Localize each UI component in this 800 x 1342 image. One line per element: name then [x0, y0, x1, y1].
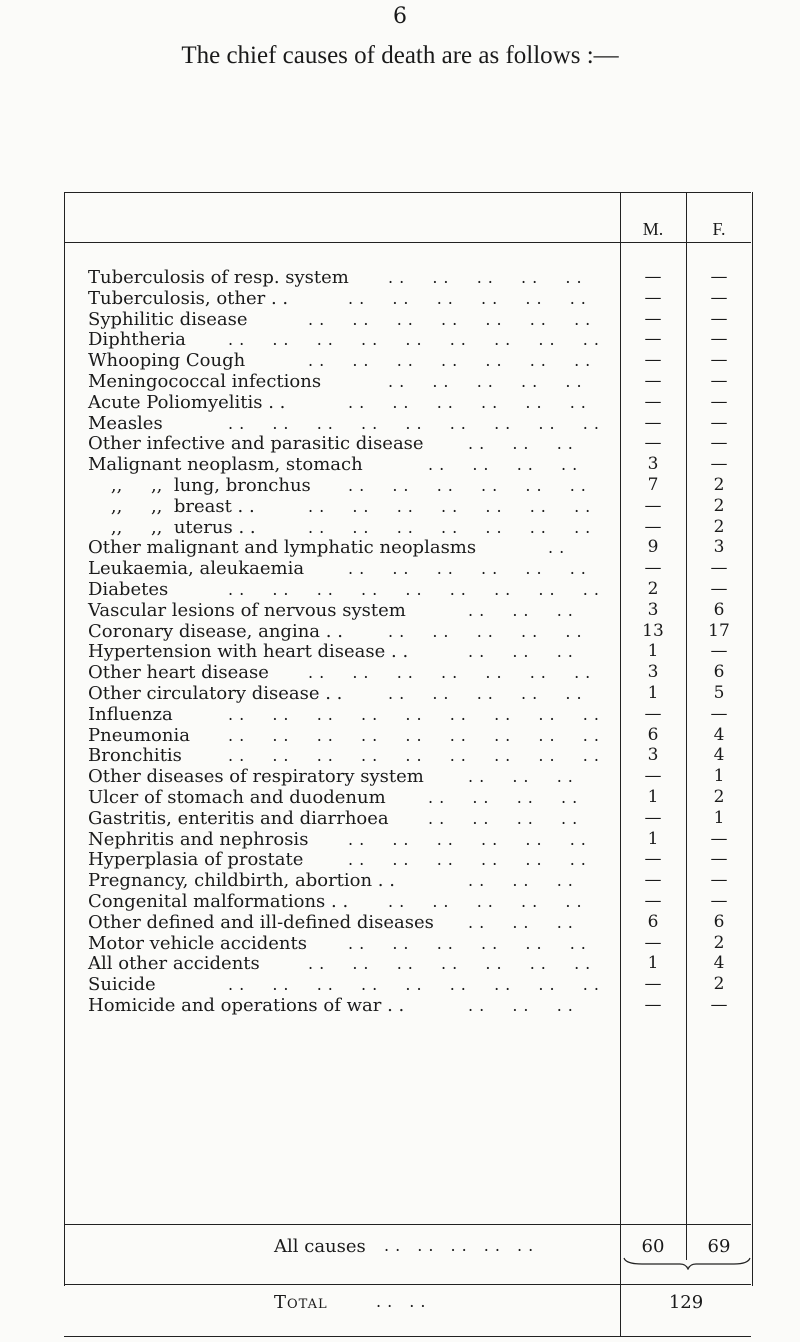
female-count: —: [710, 703, 728, 724]
male-count: 3: [647, 599, 659, 620]
cause-label: Influenza: [88, 703, 173, 725]
female-count: —: [710, 870, 728, 891]
dot-leader: .. .. .. .. .. .. ..: [308, 954, 619, 974]
female-count: 1: [713, 766, 725, 787]
table-row: [88, 454, 748, 475]
dot-leader: .. .. .. .. ..: [388, 268, 610, 287]
table-row: [88, 891, 748, 912]
male-count: —: [644, 329, 662, 350]
table-row: [88, 579, 748, 600]
male-count: —: [644, 287, 662, 308]
male-count: 6: [647, 724, 659, 745]
cause-label: Nephritis and nephrosis: [88, 828, 309, 850]
male-count: —: [644, 558, 662, 579]
cause-label: Congenital malformations . .: [88, 891, 349, 912]
table-row: [88, 953, 748, 974]
male-count: —: [644, 391, 662, 412]
dot-leader: .. .. .. .. .. .. ..: [308, 309, 619, 329]
female-count: 5: [713, 683, 725, 703]
page-number: 6: [393, 4, 407, 29]
female-count: —: [710, 412, 728, 433]
female-count: 17: [708, 620, 730, 641]
dot-leader: .. .. .. .. ..: [388, 892, 610, 911]
female-count: —: [710, 433, 728, 454]
dot-leader: .. .. ..: [468, 996, 602, 1015]
male-count: —: [644, 371, 662, 391]
total-label: Total: [274, 1292, 328, 1313]
table-row: [88, 309, 748, 330]
table-row: [88, 392, 748, 413]
table-row: [88, 496, 748, 517]
dot-leader: .. .. .. ..: [428, 788, 606, 807]
female-count: 6: [713, 911, 725, 932]
table-row: [88, 641, 748, 662]
female-count: 6: [713, 599, 725, 620]
table-row: [88, 704, 748, 725]
sum-brace: [622, 1256, 752, 1270]
female-count: —: [710, 391, 728, 412]
female-count: 4: [713, 724, 725, 745]
female-count: 2: [713, 495, 725, 516]
male-count: —: [644, 703, 662, 724]
dot-leader: .. .. .. .. .. .. .. .. ..: [228, 580, 628, 599]
male-count: —: [644, 516, 662, 537]
cause-label: Suicide: [88, 974, 156, 996]
male-count: —: [644, 412, 662, 433]
male-count: 9: [647, 537, 659, 558]
female-count: 4: [713, 745, 725, 766]
male-count: —: [644, 308, 662, 329]
male-count: 7: [647, 475, 659, 495]
cause-label: Malignant neoplasm, stomach: [88, 454, 363, 476]
dot-leader: .. .. .. .. .. .. .. .. ..: [228, 330, 628, 350]
dot-leader: .. .. ..: [468, 434, 602, 454]
table-row: [88, 870, 748, 891]
table-row: [88, 433, 748, 454]
cause-label: ,, ,, breast . .: [88, 495, 255, 517]
dot-leader: .. .. .. .. .. ..: [348, 392, 615, 412]
table-row: [88, 745, 748, 766]
male-count: 1: [647, 683, 659, 703]
table-row: [88, 475, 748, 496]
male-count: —: [644, 807, 662, 828]
male-count: —: [644, 849, 662, 870]
male-count: 1: [647, 787, 659, 807]
female-count: —: [710, 558, 728, 579]
cause-label: Tuberculosis of resp. system: [88, 267, 349, 288]
female-count: —: [710, 308, 728, 329]
dot-leader: .. .. .. .. .. ..: [348, 288, 615, 308]
dot-leader: .. .. .. .. .. .. ..: [308, 496, 619, 516]
table-row: [88, 787, 748, 808]
female-count: 2: [713, 932, 725, 953]
dot-leader: .. .. ..: [468, 600, 602, 620]
cause-label: Meningococcal infections: [88, 371, 322, 392]
male-count: —: [644, 995, 662, 1015]
cause-label: Motor vehicle accidents: [88, 932, 307, 954]
table-top-rule: [64, 192, 751, 193]
male-count: 1: [647, 641, 659, 662]
male-count: 13: [642, 620, 664, 641]
male-count: —: [644, 433, 662, 454]
cause-label: ,, ,, uterus . .: [88, 516, 256, 538]
cause-label: Syphilitic disease: [88, 308, 248, 330]
male-count: 3: [647, 662, 659, 683]
dot-leader: .. .. .. .. ..: [388, 621, 610, 641]
cause-label: Coronary disease, angina . .: [88, 620, 343, 642]
dot-leader: .. .. .. .. .. .. .. .. ..: [228, 725, 628, 745]
table-row: [88, 517, 748, 538]
table-row: [88, 725, 748, 746]
male-count: —: [644, 974, 662, 995]
dot-leader: .. .. .. .. .. ..: [348, 933, 615, 953]
table-row: [88, 350, 748, 371]
table-row: [88, 829, 748, 850]
male-count: 3: [647, 745, 659, 766]
table-row: [88, 995, 748, 1016]
female-count: —: [710, 828, 728, 849]
table-row: [88, 933, 748, 954]
table-row: [88, 600, 748, 621]
female-count: —: [710, 287, 728, 308]
cause-label: Other infective and parasitic disease: [88, 433, 424, 455]
female-count: 2: [713, 516, 725, 537]
cause-label: Acute Poliomyelitis . .: [88, 391, 286, 413]
cause-label: Other heart disease: [88, 662, 269, 684]
male-count: 3: [647, 454, 659, 475]
cause-label: ,, ,, lung, bronchus: [88, 475, 311, 496]
table-row: [88, 974, 748, 995]
table-row: [88, 766, 748, 787]
cause-label: Pneumonia: [88, 724, 190, 746]
cause-label: Ulcer of stomach and duodenum: [88, 787, 386, 808]
female-count: 3: [713, 537, 725, 558]
female-count: —: [710, 371, 728, 391]
cause-label: Whooping Cough: [88, 350, 246, 372]
female-count: —: [710, 350, 728, 371]
table-row: [88, 371, 748, 392]
table-row: [88, 662, 748, 683]
female-count: —: [710, 329, 728, 350]
dot-leader: .. .. .. .. .. .. .. .. ..: [228, 413, 628, 433]
table-row: [88, 912, 748, 933]
cause-label: Other malignant and lymphatic neoplasms: [88, 537, 477, 559]
table-row: [88, 621, 748, 642]
cause-label: Leukaemia, aleukaemia: [88, 558, 305, 580]
female-count: —: [710, 995, 728, 1015]
female-count: 2: [713, 787, 725, 807]
column-header-male: M.: [642, 219, 664, 239]
dot-leader: .. .. .. .. .. ..: [348, 476, 615, 495]
female-count: —: [710, 579, 728, 599]
male-count: 1: [647, 953, 659, 974]
cause-label: Diabetes: [88, 579, 169, 600]
female-count: —: [710, 267, 728, 287]
table-row: [88, 558, 748, 579]
all-causes-female: 69: [707, 1236, 731, 1257]
cause-label: Bronchitis: [88, 745, 182, 767]
cause-label: Tuberculosis, other . .: [88, 287, 289, 309]
female-count: —: [710, 454, 728, 475]
cause-label: Hypertension with heart disease . .: [88, 641, 409, 663]
dot-leader: .. .. .. .. .. .. ..: [308, 517, 619, 537]
female-count: —: [710, 849, 728, 870]
male-count: —: [644, 350, 662, 371]
dot-leader: .. .. .. .. .. ..: [348, 829, 615, 849]
dot-leader: .. .. .. .. .. ..: [348, 559, 615, 579]
page-heading: The chief causes of death are as follows :—: [181, 42, 619, 69]
dot-leader: .. .. .. .. .. ..: [348, 850, 615, 870]
female-count: 4: [713, 953, 725, 974]
cause-label: Other defined and ill-defined diseases: [88, 911, 434, 933]
dot-leader: ..: [548, 538, 593, 558]
female-count: 6: [713, 662, 725, 683]
female-count: 2: [713, 974, 725, 995]
female-count: —: [710, 891, 728, 911]
table-row: [88, 288, 748, 309]
dot-leader: .. .. ..: [468, 642, 602, 662]
table-row: [88, 808, 748, 829]
total-value: 129: [668, 1292, 704, 1313]
cause-label: Measles: [88, 412, 163, 434]
dot-leader: .. .. .. ..: [428, 455, 606, 475]
cause-label: Other diseases of respiratory system: [88, 766, 424, 788]
male-count: —: [644, 932, 662, 953]
cause-label: All other accidents: [88, 953, 260, 975]
all-causes-leader: .. .. .. .. ..: [384, 1236, 540, 1255]
male-count: —: [644, 766, 662, 787]
table-bottom-rule: [64, 1336, 751, 1337]
male-count: —: [644, 267, 662, 287]
cause-label: Homicide and operations of war . .: [88, 995, 405, 1016]
male-count: 6: [647, 911, 659, 932]
total-leader: .. ..: [376, 1292, 432, 1311]
dot-leader: .. .. ..: [468, 912, 602, 932]
cause-label: Pregnancy, childbirth, abortion . .: [88, 870, 395, 892]
cause-label: Hyperplasia of prostate: [88, 849, 304, 871]
female-count: —: [710, 641, 728, 662]
cause-label: Diphtheria: [88, 329, 186, 351]
female-count: 1: [713, 807, 725, 828]
dot-leader: .. .. .. .. .. .. .. .. ..: [228, 746, 628, 766]
female-count: 2: [713, 475, 725, 495]
male-count: 1: [647, 828, 659, 849]
table-row: [88, 683, 748, 704]
table-row: [88, 329, 748, 350]
all-causes-rule: [64, 1224, 751, 1225]
dot-leader: .. .. ..: [468, 871, 602, 891]
all-causes-label: All causes: [274, 1236, 366, 1257]
table-row: [88, 413, 748, 434]
total-rule: [64, 1284, 751, 1285]
table-row: [88, 849, 748, 870]
dot-leader: .. .. .. ..: [428, 808, 606, 828]
male-count: —: [644, 870, 662, 891]
dot-leader: .. .. .. .. .. .. .. .. ..: [228, 975, 628, 995]
male-count: —: [644, 891, 662, 911]
cause-label: Gastritis, enteritis and diarrhoea: [88, 807, 389, 829]
dot-leader: .. .. ..: [468, 767, 602, 787]
dot-leader: .. .. .. .. ..: [388, 684, 610, 703]
cause-label: Vascular lesions of nervous system: [88, 599, 406, 621]
dot-leader: .. .. .. .. .. .. ..: [308, 663, 619, 683]
cause-label: Other circulatory disease . .: [88, 683, 343, 704]
table-row: [88, 537, 748, 558]
male-count: 2: [647, 579, 659, 599]
dot-leader: .. .. .. .. ..: [388, 372, 610, 391]
header-rule: [64, 242, 751, 243]
dot-leader: .. .. .. .. .. .. .. .. ..: [228, 704, 628, 724]
column-header-female: F.: [712, 219, 726, 239]
dot-leader: .. .. .. .. .. .. ..: [308, 351, 619, 371]
all-causes-male: 60: [641, 1236, 665, 1257]
table-row: [88, 267, 748, 288]
male-count: —: [644, 495, 662, 516]
